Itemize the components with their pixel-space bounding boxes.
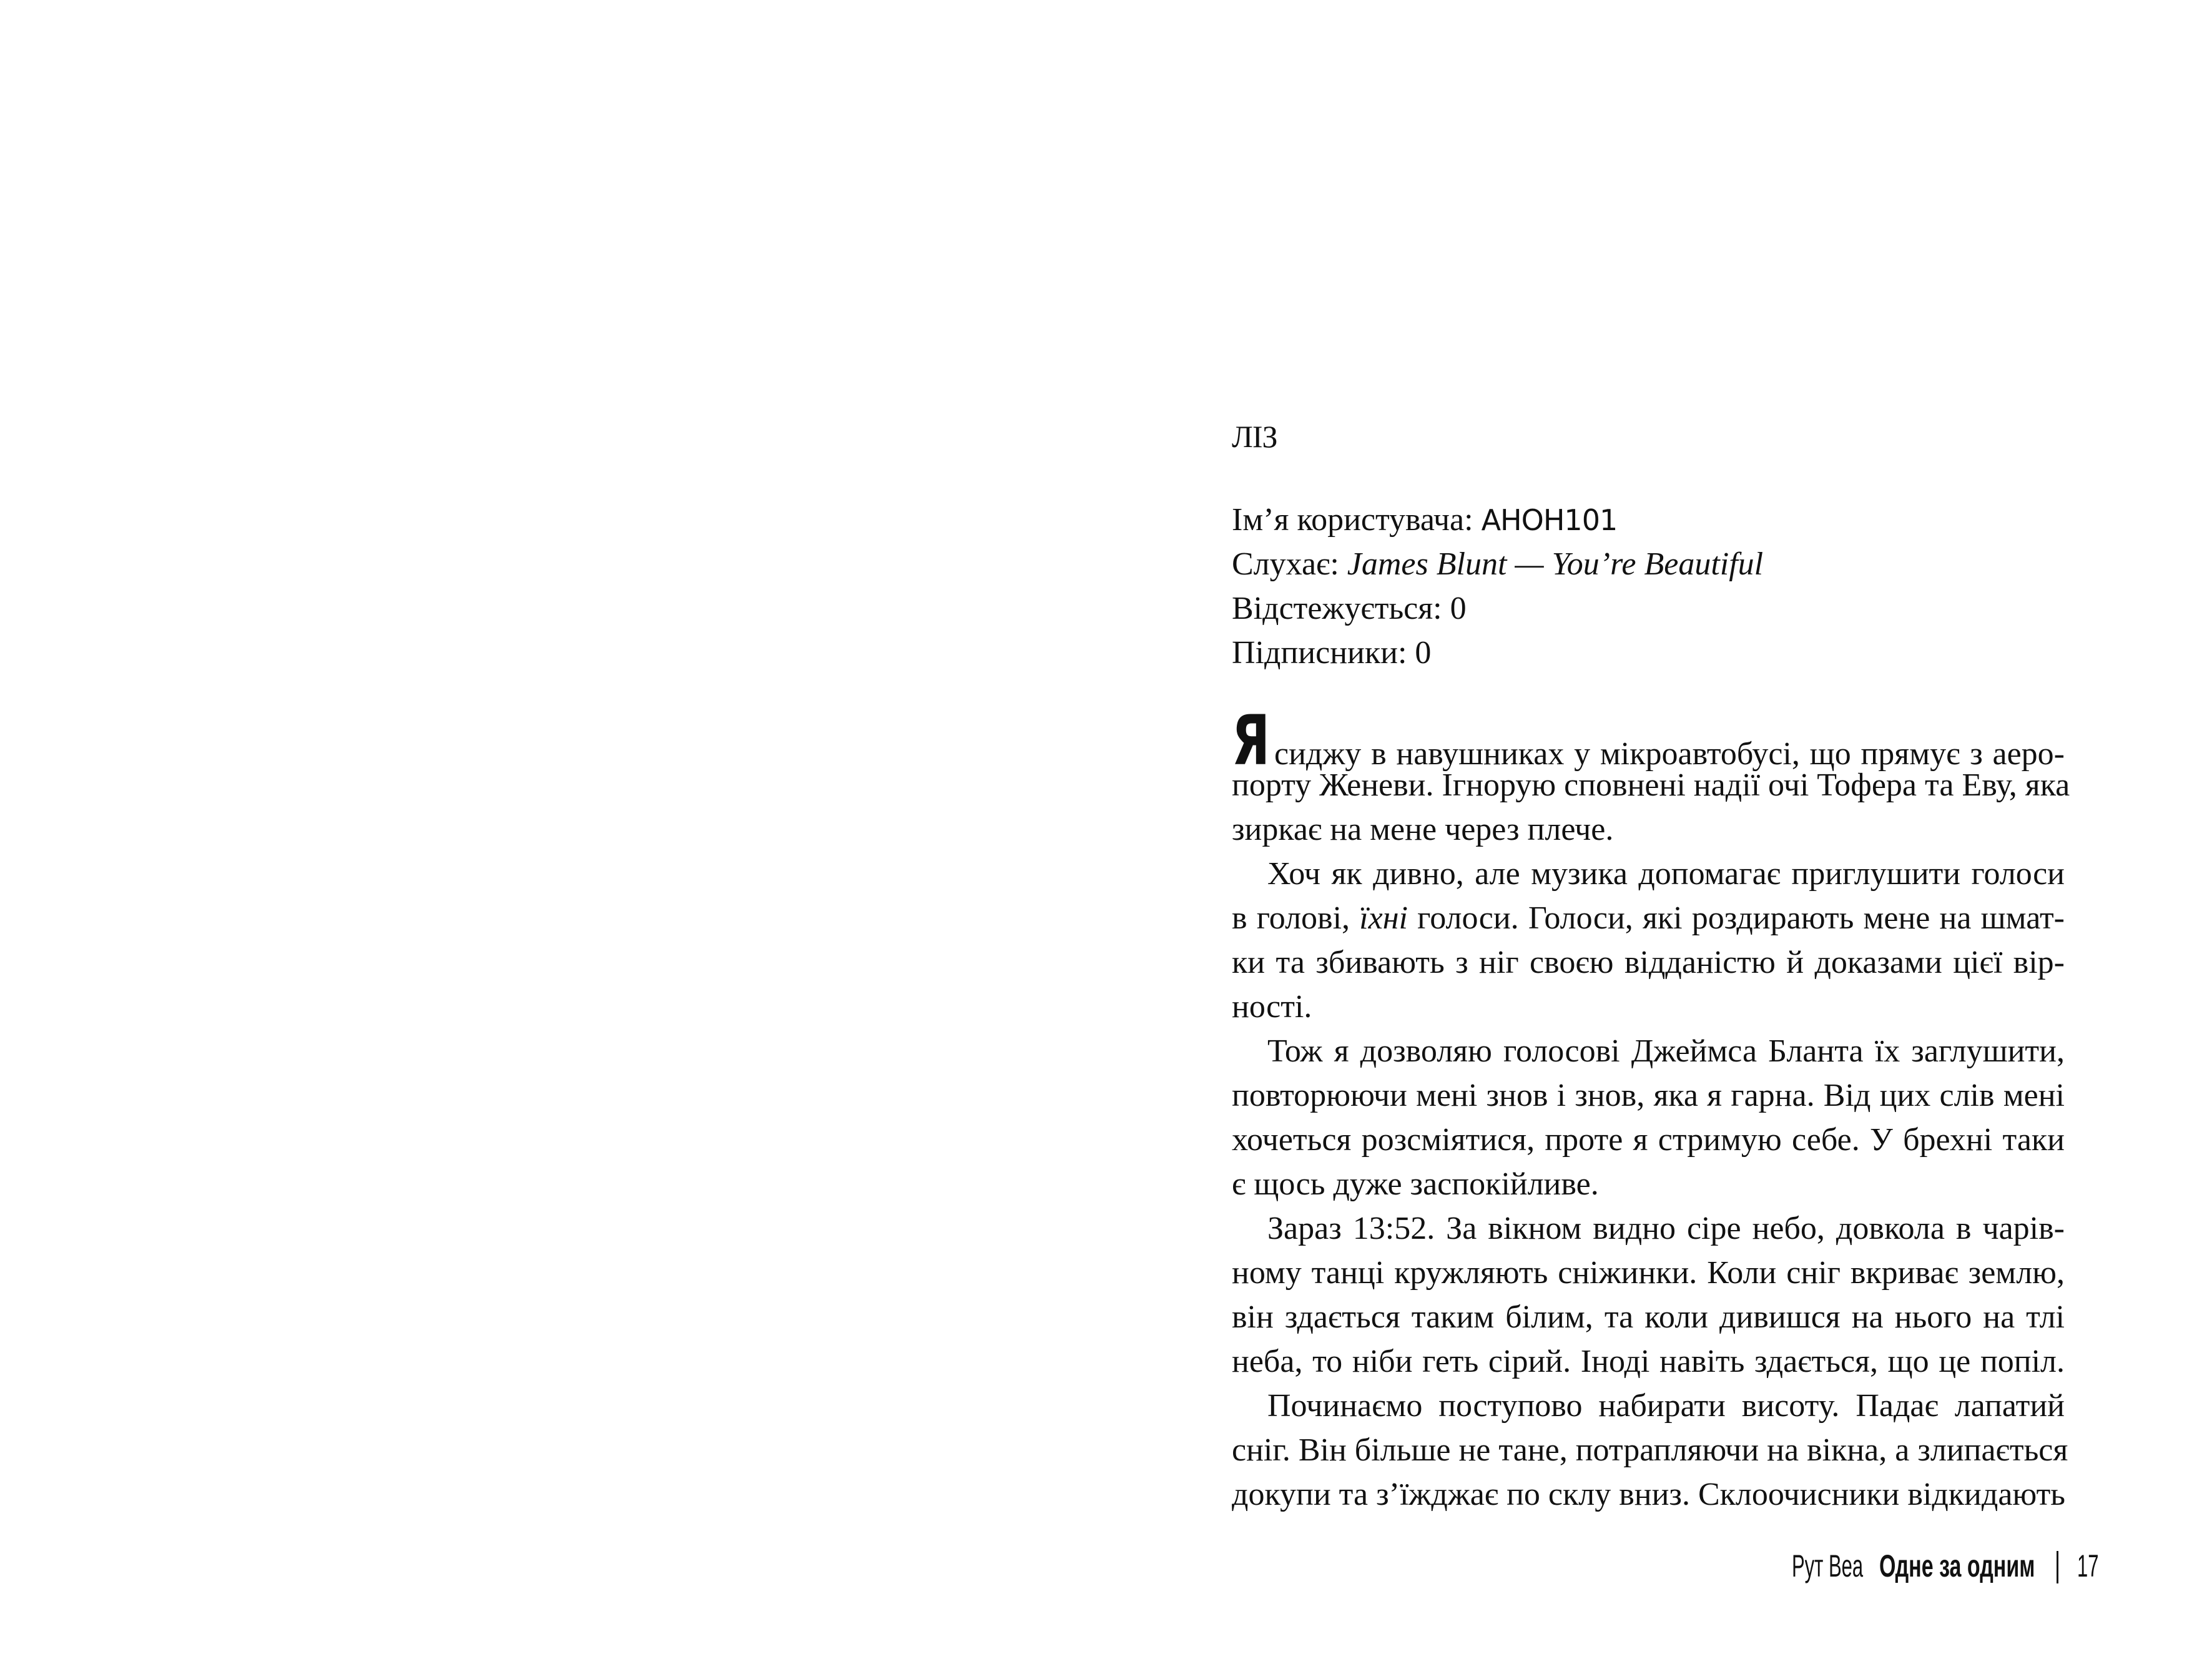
body-line-text: Зараз 13:52. За вікном видно сіре небо, довкола в чарів- bbox=[1267, 1211, 2065, 1246]
body-line bbox=[1232, 1073, 2065, 1118]
body-line-text: сиджу в навушниках у мікроавтобусі, що прямує з аеро- bbox=[1274, 736, 2065, 772]
body-line bbox=[1232, 1162, 2065, 1206]
emphasis-text: їхні bbox=[1359, 900, 1408, 936]
body-line-text: Починаємо поступово набирати висоту. Падає лапатий bbox=[1267, 1388, 2065, 1424]
chapter-title: ЛІЗ bbox=[1232, 419, 1277, 454]
profile-username-line bbox=[1232, 498, 2065, 542]
body-line bbox=[1232, 807, 2065, 852]
body-line-text: зиркає на мене через плече. bbox=[1232, 812, 1614, 847]
body-line bbox=[1232, 940, 2065, 985]
drop-cap: Я bbox=[1232, 701, 1269, 780]
body-line-text: голоси. Голоси, які роздирають мене на шмат- bbox=[1407, 900, 2065, 936]
body-line-text: повторюючи мені знов і знов, яка я гарна. Від цих слів мені bbox=[1232, 1078, 2065, 1113]
profile-listening-line bbox=[1232, 542, 2065, 586]
body-line bbox=[1232, 763, 2070, 807]
body-line-text: порту Женеви. Ігнорую сповнені надії очі Тофера та Еву, яка bbox=[1232, 767, 2070, 803]
running-footer bbox=[1792, 1548, 2112, 1583]
body-line-text: докупи та з’їжджає по склу вниз. Склоочисники відкидають bbox=[1232, 1477, 2066, 1512]
following-label: Відстежується: bbox=[1232, 591, 1450, 626]
footer-author: Рут Веа bbox=[1792, 1548, 1864, 1583]
body-text bbox=[1232, 701, 2070, 1517]
body-line bbox=[1232, 1206, 2065, 1251]
profile-following-line bbox=[1232, 586, 2065, 631]
body-line bbox=[1232, 896, 2065, 940]
body-line bbox=[1232, 1251, 2065, 1295]
username-value: АНОН101 bbox=[1481, 503, 1618, 537]
body-line-text: ному танці кружляють сніжинки. Коли сніг вкриває землю, bbox=[1232, 1255, 2065, 1291]
footer-divider bbox=[2057, 1551, 2058, 1583]
page-number: 17 bbox=[2077, 1548, 2099, 1583]
body-line-text: ки та збивають з ніг своєю відданістю й доказами цієї вір- bbox=[1232, 945, 2065, 980]
body-line-text: Хоч як дивно, але музика допомагає приглушити голоси bbox=[1267, 856, 2065, 892]
body-line-text: в голові, bbox=[1232, 900, 1360, 936]
body-line bbox=[1232, 1029, 2065, 1073]
body-line-text: хочеться розсміятися, проте я стримую себе. У брехні таки bbox=[1232, 1122, 2065, 1158]
body-line bbox=[1232, 701, 2065, 780]
body-line-text: він здається таким білим, та коли дивишся на нього на тлі bbox=[1232, 1299, 2065, 1335]
body-line-text: є щось дуже заспокійливе. bbox=[1232, 1166, 1599, 1202]
body-line bbox=[1232, 1384, 2065, 1428]
body-line bbox=[1232, 1339, 2065, 1384]
body-line-text: ності. bbox=[1232, 989, 1312, 1025]
profile-followers-line bbox=[1232, 631, 2065, 675]
body-line-text: Тож я дозволяю голосові Джеймса Бланта їх заглушити, bbox=[1267, 1033, 2065, 1069]
following-value: 0 bbox=[1450, 591, 1467, 626]
followers-value: 0 bbox=[1415, 635, 1432, 671]
body-line bbox=[1232, 852, 2065, 896]
profile-card bbox=[1232, 498, 2065, 675]
body-line bbox=[1232, 1295, 2065, 1339]
body-line bbox=[1232, 985, 2065, 1029]
footer-book-title: Одне за одним bbox=[1879, 1548, 2035, 1583]
body-line-text: неба, то ніби геть сірий. Іноді навіть здається, що це попіл. bbox=[1232, 1344, 2065, 1379]
body-line bbox=[1232, 1472, 2065, 1517]
followers-label: Підписники: bbox=[1232, 635, 1415, 671]
listening-value: James Blunt — You’re Beautiful bbox=[1347, 546, 1764, 582]
body-line-text: сніг. Він більше не тане, потрапляючи на вікна, а злипається bbox=[1232, 1432, 2068, 1468]
username-label: Ім’я користувача: bbox=[1232, 502, 1482, 538]
body-line bbox=[1232, 1428, 2068, 1472]
body-line bbox=[1232, 1118, 2065, 1162]
listening-label: Слухає: bbox=[1232, 546, 1347, 582]
